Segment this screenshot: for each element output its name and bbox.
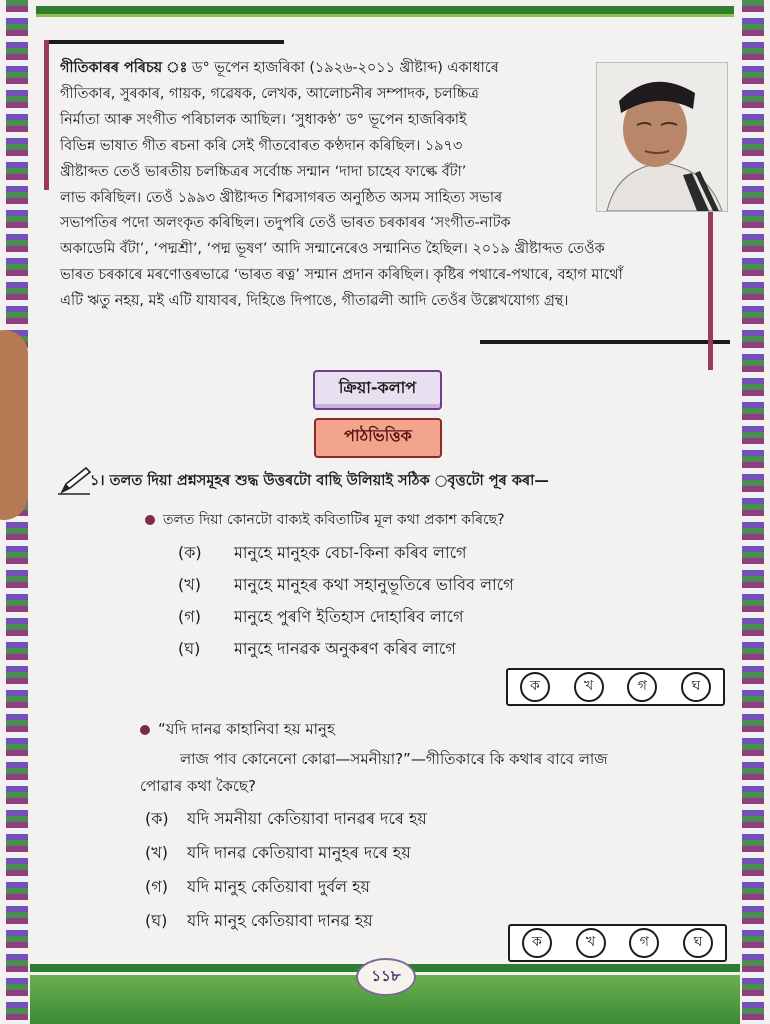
- option2-gha: [145, 908, 373, 935]
- answer-circle-ka[interactable]: ক: [520, 672, 550, 702]
- bullet-icon: [140, 725, 150, 735]
- option-text: মানুহে পুৰণি ইতিহাস দোহাৰিব লাগে: [234, 607, 464, 626]
- decorative-border-right: [742, 0, 764, 1024]
- bio-line: খ্ৰীষ্টাব্দত তেওঁ ভাৰতীয় চলচ্চিত্ৰৰ সৰ্বোচ্চ সন্মান ‘দাদা চাহেব ফাল্কে বঁটা’: [60, 163, 467, 180]
- bio-line: অকাডেমি বঁটা’, ‘পদ্মশ্ৰী’, ‘পদ্ম ভূষণ’ আদি সন্মানেৰেও সন্মানিত হৈছিল। ২০১৯ খ্ৰীষ্টাব্দত তেওঁক: [60, 241, 605, 258]
- bio-text: ড° ভূপেন হাজৰিকা (১৯২৬-২০১১ খ্ৰীষ্টাব্দ) একাধাৰে: [191, 60, 499, 76]
- option-text: যদি মানুহ কেতিয়াবা দানৱ হয়: [187, 911, 373, 930]
- option-text: মানুহে দানৱক অনুকৰণ কৰিব লাগে: [234, 639, 456, 658]
- bio-line: ভাৰত চৰকাৰে মৰণোত্তৰভাৱে ‘ভাৰত ৰত্ন’ সন্মান প্ৰদান কৰিছিল। কৃষ্টিৰ পথাৰে-পথাৰে, বহাগ মাথোঁ: [60, 267, 623, 284]
- option-text: যদি মানুহ কেতিয়াবা দুৰ্বল হয়: [187, 877, 370, 896]
- pencil-icon: [58, 466, 92, 496]
- answer-circle-kha[interactable]: খ: [576, 928, 606, 958]
- answer-circle-ga[interactable]: গ: [627, 672, 657, 702]
- bio-line: বিভিন্ন ভাষাত গীত ৰচনা কৰি সেই গীতবোৰত কণ্ঠদান কৰিছিল। ১৯৭৩: [60, 137, 463, 154]
- bio-heading: গীতিকাৰৰ পৰিচয় ঃ: [60, 60, 188, 76]
- option-key: (গ): [178, 607, 201, 626]
- bio-line: এটি ঋতু নহয়, মই এটি যাযাবৰ, দিহিঙে দিপাঙে, গীতাৱলী আদি তেওঁৰ উল্লেখযোগ্য গ্ৰন্থ।: [60, 293, 569, 310]
- option-key: (ক): [145, 809, 169, 828]
- bio-line: লাভ কৰিছিল। তেওঁ ১৯৯৩ খ্ৰীষ্টাব্দত শিৱসাগৰত অনুষ্ঠিত অসম সাহিত্য সভাৰ: [60, 189, 503, 206]
- answer-circle-gha[interactable]: ঘ: [681, 672, 711, 702]
- sub-question-2-line3: পোৱাৰ কথা কৈছে?: [140, 777, 256, 795]
- sub-question-2: [140, 718, 335, 743]
- author-biography: [60, 56, 720, 315]
- finger-shadow: [0, 330, 28, 520]
- answer-circle-kha[interactable]: খ: [574, 672, 604, 702]
- bio-line: নিৰ্মাতা আৰু সংগীত পৰিচালক আছিল। ‘সুধাকণ্ঠ’ ড° ভূপেন হাজৰিকাই: [60, 111, 467, 128]
- option2-kha: [145, 840, 411, 867]
- answer-circle-ga[interactable]: গ: [629, 928, 659, 958]
- option-key: (ক): [178, 543, 202, 562]
- option2-ga: [145, 874, 370, 901]
- textual-heading: পাঠভিত্তিক: [314, 418, 442, 458]
- activity-heading: ক্ৰিয়া-কলাপ: [313, 370, 442, 410]
- bullet-icon: [145, 515, 155, 525]
- sub-question-2-line2: লাজ পাব কোনেনো কোৱা—সমনীয়া?”—গীতিকাৰে কি কথাৰ বাবে লাজ: [180, 750, 608, 768]
- option-text: যদি সমনীয়া কেতিয়াবা দানৱৰ দৰে হয়: [187, 809, 427, 828]
- option-text: যদি দানৱ কেতিয়াবা মানুহৰ দৰে হয়: [187, 843, 411, 862]
- question-1: ১। তলত দিয়া প্ৰশ্নসমূহৰ শুদ্ধ উত্তৰটো বাছি উলিয়াই সঠিক ○বৃত্তটো পূৰ কৰা—: [90, 473, 549, 489]
- sub-question-1: [145, 508, 505, 532]
- option-key: (খ): [178, 575, 201, 594]
- option-text: মানুহে মানুহক বেচা-কিনা কৰিব লাগে: [234, 543, 467, 562]
- top-decorative-bar: [36, 6, 734, 17]
- sub-question-2-text: “যদি দানৱ কাহানিবা হয় মানুহ: [158, 720, 335, 738]
- option-key: (ঘ): [178, 639, 201, 658]
- option-key: (খ): [145, 843, 168, 862]
- option-text: মানুহে মানুহৰ কথা সহানুভূতিৰে ভাবিব লাগে: [234, 575, 514, 594]
- page-number: ১১৮: [356, 958, 416, 996]
- sub-question-1-text: তলত দিয়া কোনটো বাক্যই কবিতাটিৰ মূল কথা প্ৰকাশ কৰিছে?: [163, 512, 505, 528]
- option-ga: [178, 604, 463, 631]
- bio-line: সভাপতিৰ পদো অলংকৃত কৰিছিল। তদুপৰি তেওঁ ভাৰত চৰকাৰৰ ‘সংগীত-নাটক: [60, 215, 511, 232]
- bio-frame-left: [44, 40, 49, 190]
- answer-box-2: [508, 924, 727, 962]
- bio-frame-top: [44, 40, 284, 44]
- option2-ka: [145, 806, 427, 833]
- bio-frame-bottom: [480, 340, 730, 344]
- option-key: (গ): [145, 877, 168, 896]
- option-kha: [178, 572, 514, 599]
- option-gha: [178, 636, 456, 663]
- answer-circle-ka[interactable]: ক: [522, 928, 552, 958]
- answer-box-1: [506, 668, 725, 706]
- option-ka: [178, 540, 467, 567]
- bio-line: গীতিকাৰ, সুৰকাৰ, গায়ক, গৱেষক, লেখক, আলোচনীৰ সম্পাদক, চলচ্চিত্ৰ: [60, 85, 479, 102]
- option-key: (ঘ): [145, 911, 168, 930]
- bio-line: [60, 56, 720, 82]
- answer-circle-gha[interactable]: ঘ: [683, 928, 713, 958]
